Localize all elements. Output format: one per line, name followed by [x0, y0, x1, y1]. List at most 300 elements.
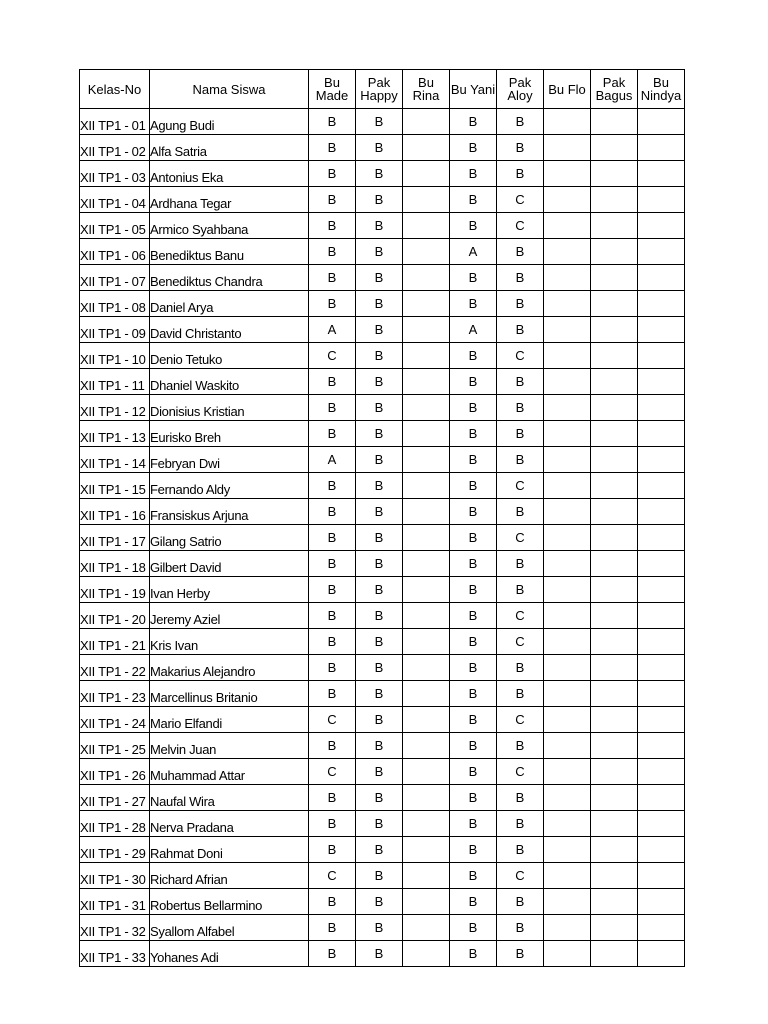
student-name-cell[interactable]: Ivan Herby [150, 577, 309, 603]
grade-cell[interactable] [591, 343, 638, 369]
student-name-cell[interactable]: Agung Budi [150, 109, 309, 135]
grade-cell[interactable]: B [356, 941, 403, 967]
grade-cell[interactable] [591, 707, 638, 733]
grade-cell[interactable] [591, 759, 638, 785]
grade-cell[interactable] [638, 135, 685, 161]
grade-cell[interactable]: B [450, 291, 497, 317]
grade-cell[interactable]: B [450, 265, 497, 291]
grade-cell[interactable]: B [309, 135, 356, 161]
student-name-cell[interactable]: Syallom Alfabel [150, 915, 309, 941]
grade-cell[interactable]: B [497, 291, 544, 317]
grade-cell[interactable]: C [497, 187, 544, 213]
grade-cell[interactable]: B [309, 369, 356, 395]
grade-cell[interactable]: B [309, 291, 356, 317]
grade-cell[interactable]: B [450, 343, 497, 369]
grade-cell[interactable] [403, 499, 450, 525]
grade-cell[interactable] [638, 213, 685, 239]
grade-cell[interactable]: B [497, 837, 544, 863]
grade-cell[interactable]: B [450, 473, 497, 499]
student-name-cell[interactable]: Fransiskus Arjuna [150, 499, 309, 525]
grade-cell[interactable]: B [356, 473, 403, 499]
grade-cell[interactable]: B [497, 161, 544, 187]
kelas-no-cell[interactable]: XII TP1 - 27 [80, 785, 150, 811]
grade-cell[interactable]: B [450, 447, 497, 473]
kelas-no-cell[interactable]: XII TP1 - 10 [80, 343, 150, 369]
grade-cell[interactable]: B [309, 655, 356, 681]
grade-cell[interactable]: C [309, 759, 356, 785]
grade-cell[interactable] [403, 889, 450, 915]
grade-cell[interactable] [591, 369, 638, 395]
student-name-cell[interactable]: Dhaniel Waskito [150, 369, 309, 395]
grade-cell[interactable]: B [497, 317, 544, 343]
grade-cell[interactable] [544, 395, 591, 421]
kelas-no-cell[interactable]: XII TP1 - 21 [80, 629, 150, 655]
grade-cell[interactable] [544, 447, 591, 473]
grade-cell[interactable]: B [450, 629, 497, 655]
grade-cell[interactable]: B [356, 759, 403, 785]
grade-cell[interactable]: C [309, 707, 356, 733]
grade-cell[interactable]: B [356, 291, 403, 317]
grade-cell[interactable]: C [497, 603, 544, 629]
grade-cell[interactable] [638, 187, 685, 213]
grade-cell[interactable] [544, 473, 591, 499]
grade-cell[interactable] [638, 109, 685, 135]
kelas-no-cell[interactable]: XII TP1 - 26 [80, 759, 150, 785]
grade-cell[interactable] [591, 395, 638, 421]
grade-cell[interactable]: B [497, 733, 544, 759]
kelas-no-cell[interactable]: XII TP1 - 05 [80, 213, 150, 239]
grade-cell[interactable]: B [450, 135, 497, 161]
grade-cell[interactable]: B [309, 187, 356, 213]
grade-cell[interactable]: B [356, 915, 403, 941]
grade-cell[interactable] [544, 291, 591, 317]
student-name-cell[interactable]: Gilbert David [150, 551, 309, 577]
grade-cell[interactable]: B [450, 759, 497, 785]
grade-cell[interactable] [591, 603, 638, 629]
grade-cell[interactable]: B [356, 187, 403, 213]
grade-cell[interactable] [544, 733, 591, 759]
grade-cell[interactable] [591, 265, 638, 291]
grade-cell[interactable]: B [309, 551, 356, 577]
student-name-cell[interactable]: Nerva Pradana [150, 811, 309, 837]
grade-cell[interactable]: B [450, 551, 497, 577]
kelas-no-cell[interactable]: XII TP1 - 09 [80, 317, 150, 343]
grade-cell[interactable]: B [309, 681, 356, 707]
grade-cell[interactable] [591, 421, 638, 447]
grade-cell[interactable]: B [356, 161, 403, 187]
grade-cell[interactable] [544, 655, 591, 681]
column-header[interactable]: Kelas-No [80, 70, 150, 109]
grade-cell[interactable] [591, 187, 638, 213]
grade-cell[interactable]: B [450, 941, 497, 967]
grade-cell[interactable]: B [497, 889, 544, 915]
kelas-no-cell[interactable]: XII TP1 - 03 [80, 161, 150, 187]
grade-cell[interactable] [544, 343, 591, 369]
grade-cell[interactable]: B [450, 369, 497, 395]
grade-cell[interactable] [544, 941, 591, 967]
grade-cell[interactable]: B [356, 551, 403, 577]
grade-cell[interactable] [638, 811, 685, 837]
grade-cell[interactable]: B [356, 707, 403, 733]
grade-cell[interactable] [403, 603, 450, 629]
grade-cell[interactable]: B [450, 889, 497, 915]
kelas-no-cell[interactable]: XII TP1 - 12 [80, 395, 150, 421]
grade-cell[interactable]: B [356, 369, 403, 395]
grade-cell[interactable]: B [356, 785, 403, 811]
student-name-cell[interactable]: Daniel Arya [150, 291, 309, 317]
student-name-cell[interactable]: Eurisko Breh [150, 421, 309, 447]
grade-cell[interactable] [403, 759, 450, 785]
grade-cell[interactable] [403, 473, 450, 499]
grade-cell[interactable] [591, 317, 638, 343]
grade-cell[interactable] [638, 421, 685, 447]
grade-cell[interactable] [544, 863, 591, 889]
grade-cell[interactable]: A [309, 317, 356, 343]
kelas-no-cell[interactable]: XII TP1 - 04 [80, 187, 150, 213]
grade-cell[interactable]: B [497, 135, 544, 161]
student-name-cell[interactable]: Robertus Bellarmino [150, 889, 309, 915]
grade-cell[interactable] [544, 889, 591, 915]
grade-cell[interactable]: B [309, 941, 356, 967]
kelas-no-cell[interactable]: XII TP1 - 18 [80, 551, 150, 577]
grade-cell[interactable]: B [450, 915, 497, 941]
grade-cell[interactable]: C [309, 343, 356, 369]
grade-cell[interactable] [591, 915, 638, 941]
kelas-no-cell[interactable]: XII TP1 - 19 [80, 577, 150, 603]
grade-cell[interactable]: B [497, 785, 544, 811]
grade-cell[interactable]: B [497, 941, 544, 967]
grade-cell[interactable]: B [450, 837, 497, 863]
grade-cell[interactable] [403, 681, 450, 707]
grade-cell[interactable] [403, 187, 450, 213]
grade-cell[interactable] [544, 837, 591, 863]
grade-cell[interactable]: B [450, 733, 497, 759]
grade-cell[interactable] [638, 577, 685, 603]
grade-cell[interactable]: B [450, 577, 497, 603]
student-name-cell[interactable]: Benediktus Chandra [150, 265, 309, 291]
grade-cell[interactable]: B [309, 499, 356, 525]
grade-cell[interactable]: B [356, 603, 403, 629]
grade-cell[interactable] [591, 525, 638, 551]
grade-cell[interactable]: B [497, 109, 544, 135]
grade-cell[interactable]: B [450, 655, 497, 681]
student-name-cell[interactable]: Muhammad Attar [150, 759, 309, 785]
kelas-no-cell[interactable]: XII TP1 - 06 [80, 239, 150, 265]
grade-cell[interactable] [591, 811, 638, 837]
grade-cell[interactable] [403, 837, 450, 863]
grade-cell[interactable]: B [309, 473, 356, 499]
grade-cell[interactable] [638, 629, 685, 655]
kelas-no-cell[interactable]: XII TP1 - 20 [80, 603, 150, 629]
grade-cell[interactable] [544, 161, 591, 187]
grade-cell[interactable] [591, 291, 638, 317]
grade-cell[interactable]: B [356, 317, 403, 343]
grade-cell[interactable] [591, 837, 638, 863]
grade-cell[interactable]: B [450, 811, 497, 837]
student-name-cell[interactable]: Febryan Dwi [150, 447, 309, 473]
grade-cell[interactable]: B [356, 109, 403, 135]
grade-cell[interactable]: A [450, 239, 497, 265]
grade-cell[interactable]: B [309, 811, 356, 837]
kelas-no-cell[interactable]: XII TP1 - 11 [80, 369, 150, 395]
grade-cell[interactable] [544, 681, 591, 707]
kelas-no-cell[interactable]: XII TP1 - 17 [80, 525, 150, 551]
column-header[interactable]: Pak Happy [356, 70, 403, 109]
kelas-no-cell[interactable]: XII TP1 - 28 [80, 811, 150, 837]
grade-cell[interactable] [544, 239, 591, 265]
column-header[interactable]: Bu Flo [544, 70, 591, 109]
grade-cell[interactable]: B [450, 499, 497, 525]
grade-cell[interactable] [544, 551, 591, 577]
student-name-cell[interactable]: Marcellinus Britanio [150, 681, 309, 707]
grade-cell[interactable] [544, 603, 591, 629]
grade-cell[interactable]: B [450, 863, 497, 889]
grade-cell[interactable] [638, 265, 685, 291]
grade-cell[interactable] [591, 577, 638, 603]
grade-cell[interactable] [403, 239, 450, 265]
grade-cell[interactable] [403, 421, 450, 447]
grade-cell[interactable]: B [356, 421, 403, 447]
grade-cell[interactable]: C [497, 525, 544, 551]
grade-cell[interactable]: B [309, 733, 356, 759]
grade-cell[interactable] [544, 811, 591, 837]
student-name-cell[interactable]: Alfa Satria [150, 135, 309, 161]
grade-cell[interactable]: B [497, 395, 544, 421]
grade-cell[interactable]: B [309, 525, 356, 551]
grade-cell[interactable] [638, 239, 685, 265]
grade-cell[interactable]: B [309, 239, 356, 265]
grade-cell[interactable] [544, 759, 591, 785]
grade-cell[interactable]: B [450, 785, 497, 811]
grade-cell[interactable]: B [450, 213, 497, 239]
grade-cell[interactable] [638, 707, 685, 733]
grade-cell[interactable]: B [356, 681, 403, 707]
column-header[interactable]: Bu Nindya [638, 70, 685, 109]
grade-cell[interactable]: A [450, 317, 497, 343]
grade-cell[interactable] [544, 785, 591, 811]
grade-cell[interactable] [638, 291, 685, 317]
student-name-cell[interactable]: Dionisius Kristian [150, 395, 309, 421]
grade-cell[interactable] [638, 603, 685, 629]
grade-cell[interactable]: B [356, 655, 403, 681]
grade-cell[interactable] [638, 447, 685, 473]
grade-cell[interactable]: A [309, 447, 356, 473]
grade-cell[interactable] [638, 889, 685, 915]
grade-cell[interactable] [591, 161, 638, 187]
grade-cell[interactable]: B [356, 265, 403, 291]
grade-cell[interactable] [403, 915, 450, 941]
kelas-no-cell[interactable]: XII TP1 - 25 [80, 733, 150, 759]
student-name-cell[interactable]: Rahmat Doni [150, 837, 309, 863]
grade-cell[interactable] [403, 811, 450, 837]
grade-cell[interactable]: B [497, 239, 544, 265]
grade-cell[interactable]: B [309, 629, 356, 655]
grade-cell[interactable]: B [497, 447, 544, 473]
grade-cell[interactable] [591, 629, 638, 655]
grade-cell[interactable] [403, 213, 450, 239]
grade-cell[interactable]: B [497, 915, 544, 941]
grade-cell[interactable]: B [309, 265, 356, 291]
grade-cell[interactable]: B [450, 707, 497, 733]
grade-cell[interactable] [638, 499, 685, 525]
grade-cell[interactable]: B [497, 551, 544, 577]
grade-cell[interactable]: B [450, 109, 497, 135]
grade-cell[interactable]: C [309, 863, 356, 889]
grade-cell[interactable]: B [450, 603, 497, 629]
student-name-cell[interactable]: Mario Elfandi [150, 707, 309, 733]
student-name-cell[interactable]: Armico Syahbana [150, 213, 309, 239]
grade-cell[interactable]: B [309, 889, 356, 915]
grade-cell[interactable]: B [356, 577, 403, 603]
grade-cell[interactable]: B [497, 265, 544, 291]
grade-cell[interactable] [638, 915, 685, 941]
grade-cell[interactable] [403, 707, 450, 733]
grade-cell[interactable]: B [356, 343, 403, 369]
grade-cell[interactable] [403, 525, 450, 551]
grade-cell[interactable]: B [356, 733, 403, 759]
column-header[interactable]: Nama Siswa [150, 70, 309, 109]
grade-cell[interactable] [638, 681, 685, 707]
student-name-cell[interactable]: Melvin Juan [150, 733, 309, 759]
grade-cell[interactable] [591, 681, 638, 707]
grade-cell[interactable] [638, 525, 685, 551]
student-name-cell[interactable]: Jeremy Aziel [150, 603, 309, 629]
grade-cell[interactable]: C [497, 863, 544, 889]
grade-cell[interactable]: B [450, 525, 497, 551]
student-name-cell[interactable]: Richard Afrian [150, 863, 309, 889]
grade-cell[interactable]: B [356, 525, 403, 551]
grade-cell[interactable] [544, 265, 591, 291]
grade-cell[interactable] [638, 369, 685, 395]
grade-cell[interactable] [403, 551, 450, 577]
grade-cell[interactable]: B [497, 681, 544, 707]
column-header[interactable]: Pak Bagus [591, 70, 638, 109]
student-name-cell[interactable]: Denio Tetuko [150, 343, 309, 369]
grade-cell[interactable]: B [356, 629, 403, 655]
grade-cell[interactable]: B [497, 421, 544, 447]
grade-cell[interactable] [403, 265, 450, 291]
grade-cell[interactable]: B [356, 863, 403, 889]
grade-cell[interactable] [591, 239, 638, 265]
kelas-no-cell[interactable]: XII TP1 - 30 [80, 863, 150, 889]
kelas-no-cell[interactable]: XII TP1 - 08 [80, 291, 150, 317]
grade-cell[interactable]: B [450, 187, 497, 213]
kelas-no-cell[interactable]: XII TP1 - 15 [80, 473, 150, 499]
grade-cell[interactable]: B [309, 603, 356, 629]
grade-cell[interactable]: C [497, 629, 544, 655]
grade-cell[interactable] [544, 369, 591, 395]
grade-cell[interactable] [638, 837, 685, 863]
grade-cell[interactable] [591, 785, 638, 811]
grade-cell[interactable]: B [309, 213, 356, 239]
grade-cell[interactable]: B [356, 837, 403, 863]
grade-cell[interactable]: B [450, 421, 497, 447]
kelas-no-cell[interactable]: XII TP1 - 02 [80, 135, 150, 161]
grade-cell[interactable]: B [450, 161, 497, 187]
kelas-no-cell[interactable]: XII TP1 - 31 [80, 889, 150, 915]
grade-cell[interactable] [403, 291, 450, 317]
grade-cell[interactable]: B [497, 655, 544, 681]
student-name-cell[interactable]: Benediktus Banu [150, 239, 309, 265]
grade-cell[interactable] [544, 629, 591, 655]
kelas-no-cell[interactable]: XII TP1 - 14 [80, 447, 150, 473]
grade-cell[interactable]: B [309, 109, 356, 135]
grade-cell[interactable] [638, 317, 685, 343]
grade-cell[interactable] [403, 343, 450, 369]
grade-cell[interactable] [591, 889, 638, 915]
grade-cell[interactable]: B [497, 577, 544, 603]
grade-cell[interactable] [591, 447, 638, 473]
grade-cell[interactable]: B [309, 161, 356, 187]
grade-cell[interactable]: B [356, 811, 403, 837]
grade-cell[interactable] [403, 733, 450, 759]
grade-cell[interactable] [403, 863, 450, 889]
grade-cell[interactable] [544, 525, 591, 551]
grade-cell[interactable]: B [356, 213, 403, 239]
grade-cell[interactable]: B [497, 499, 544, 525]
grade-cell[interactable]: C [497, 343, 544, 369]
kelas-no-cell[interactable]: XII TP1 - 32 [80, 915, 150, 941]
grade-cell[interactable]: B [497, 369, 544, 395]
grade-cell[interactable] [544, 317, 591, 343]
column-header[interactable]: Bu Made [309, 70, 356, 109]
grade-cell[interactable] [638, 161, 685, 187]
grade-cell[interactable] [591, 109, 638, 135]
column-header[interactable]: Bu Rina [403, 70, 450, 109]
grade-cell[interactable] [591, 551, 638, 577]
kelas-no-cell[interactable]: XII TP1 - 01 [80, 109, 150, 135]
column-header[interactable]: Bu Yani [450, 70, 497, 109]
grade-cell[interactable] [403, 161, 450, 187]
grade-cell[interactable] [544, 109, 591, 135]
grade-cell[interactable] [638, 759, 685, 785]
grade-cell[interactable] [544, 421, 591, 447]
grade-cell[interactable]: B [309, 837, 356, 863]
grade-cell[interactable] [591, 863, 638, 889]
grade-cell[interactable] [591, 733, 638, 759]
grade-cell[interactable]: B [356, 395, 403, 421]
grade-cell[interactable] [403, 655, 450, 681]
kelas-no-cell[interactable]: XII TP1 - 07 [80, 265, 150, 291]
kelas-no-cell[interactable]: XII TP1 - 23 [80, 681, 150, 707]
student-name-cell[interactable]: Kris Ivan [150, 629, 309, 655]
grade-cell[interactable] [638, 473, 685, 499]
grade-cell[interactable] [403, 369, 450, 395]
kelas-no-cell[interactable]: XII TP1 - 13 [80, 421, 150, 447]
grade-cell[interactable] [403, 629, 450, 655]
grade-cell[interactable]: C [497, 707, 544, 733]
grade-cell[interactable] [544, 915, 591, 941]
grade-cell[interactable] [638, 733, 685, 759]
grade-cell[interactable]: B [309, 421, 356, 447]
student-name-cell[interactable]: Gilang Satrio [150, 525, 309, 551]
grade-cell[interactable] [591, 213, 638, 239]
grade-cell[interactable] [544, 499, 591, 525]
grade-cell[interactable]: B [356, 447, 403, 473]
grade-cell[interactable] [638, 941, 685, 967]
grade-cell[interactable] [403, 577, 450, 603]
grade-cell[interactable] [544, 135, 591, 161]
grade-cell[interactable]: B [309, 785, 356, 811]
student-name-cell[interactable]: Makarius Alejandro [150, 655, 309, 681]
student-name-cell[interactable]: Antonius Eka [150, 161, 309, 187]
grade-cell[interactable] [638, 655, 685, 681]
grade-cell[interactable] [638, 551, 685, 577]
grade-cell[interactable] [591, 655, 638, 681]
grade-cell[interactable]: C [497, 213, 544, 239]
grade-cell[interactable] [403, 317, 450, 343]
student-name-cell[interactable]: Naufal Wira [150, 785, 309, 811]
